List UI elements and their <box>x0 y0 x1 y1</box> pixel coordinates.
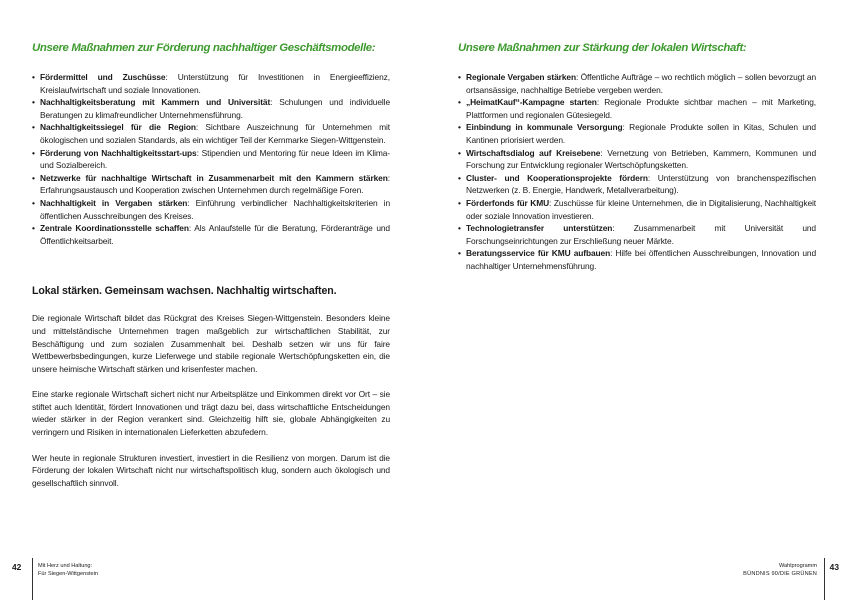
item-text: : Unterstützung von branchenspezifischen Netzwerken (z. B. Energie, Handwerk, Metallverarbeitung). <box>466 172 816 196</box>
item-label: Technologietransfer unterstützen <box>466 223 613 234</box>
list-item <box>458 172 816 197</box>
measures-list-local-economy <box>458 71 816 273</box>
list-item <box>458 247 816 272</box>
item-label: Förderfonds für KMU <box>466 197 550 208</box>
item-label: Wirtschaftsdialog auf Kreisebene <box>466 147 601 158</box>
item-text: : Sichtbare Auszeichnung für Unternehmen mit ökologischen und sozialen Standards, als ein wichtiger Teil der Kernmarke Siegen-Wittgenstein. <box>40 122 390 145</box>
list-item <box>458 121 816 146</box>
item-text: : Regionale Produkte sichtbar machen – mit Marketing, Plattformen und regionalen Gütesiegeld. <box>466 97 816 120</box>
item-text: : Hilfe bei öffentlichen Ausschreibungen, Innovation und nachhaltiger Unternehmensführung. <box>466 248 816 271</box>
footer-line: Wahlprogramm <box>778 563 817 569</box>
item-label: Regionale Vergaben stärken <box>466 72 576 82</box>
list-item <box>32 222 390 247</box>
list-item <box>458 96 816 121</box>
item-text: : Erfahrungsaustausch und Kooperation zwischen Unternehmen durch regelmäßige Foren. <box>40 172 390 196</box>
list-item <box>32 172 390 197</box>
list-item <box>458 197 816 222</box>
item-text: : Vernetzung von Betrieben, Kammern, Kommunen und Forschung zur Entwicklung regionaler Wertschöpfungsketten. <box>466 147 816 171</box>
item-text: : Unterstützung für Investitionen in Energieeffizienz, Kreislaufwirtschaft und soziale Innovationen. <box>40 72 390 95</box>
item-label: Nachhaltigkeitssiegel für die Region <box>40 122 196 133</box>
left-page <box>0 0 424 600</box>
paragraph: Wer heute in regionale Strukturen investiert, investiert in die Resilienz von morgen. Darum ist die Förderung der lokalen Wirtschaft nicht nur wirtschaftspolitisch klug, sondern auch ökologisch und gesellschaftlich sinnvoll. <box>32 452 390 488</box>
item-label: „HeimatKauf“-Kampagne starten <box>466 97 597 108</box>
page-number-right: 43 <box>829 562 839 572</box>
list-item <box>32 71 390 96</box>
item-label: Förderung von Nachhaltigkeitsstart-ups <box>40 147 197 158</box>
footer-divider-left <box>32 558 33 600</box>
list-item <box>458 147 816 172</box>
paragraph: Die regionale Wirtschaft bildet das Rückgrat des Kreises Siegen-Wittgenstein. Besonders kleine und mittelständische Unternehmen tragen maßgeblich zur wirtschaftlichen Stabilität, zur Beschäftigung und zum sozialen Zusammenhalt bei. Deshalb setzen wir uns für faire Wettbewerbsbedingungen, kurze Lieferwege und stabile regionale Wertschöpfungsketten ein, die unsere heimische Wirtschaft stärken und krisenfester machen. <box>32 313 390 374</box>
item-label: Cluster- und Kooperationsprojekte fördern <box>466 172 648 183</box>
left-column <box>32 42 390 502</box>
footer-left <box>38 563 98 578</box>
list-item <box>32 96 390 121</box>
measures-list-business-models <box>32 71 390 247</box>
section-title-local-economy: Unsere Maßnahmen zur Stärkung der lokalen Wirtschaft: <box>458 42 747 54</box>
footer-line: BÜNDNIS 90/DIE GRÜNEN <box>743 570 817 577</box>
item-text: : Zuschüsse für kleine Unternehmen, die in Digitalisierung, Nachhaltigkeit oder soziale Innovation investieren. <box>466 197 816 221</box>
item-label: Beratungsservice für KMU aufbauen <box>466 248 611 259</box>
footer-line: Mit Herz und Haltung: <box>38 563 93 569</box>
item-text: : Zusammenarbeit mit Universität und Forschungseinrichtungen zur Erschließung neuer Märkte. <box>466 223 816 246</box>
list-item <box>32 197 390 222</box>
item-label: Einbindung in kommunale Versorgung <box>466 122 623 133</box>
paragraph: Eine starke regionale Wirtschaft sichert nicht nur Arbeitsplätze und Einkommen direkt vor Ort – sie stiftet auch Identität, fördert Innovationen und trägt dazu bei, dass wirtschaftliche Entscheidungen wieder stärker in der Region verankert sind. Gleichzeitig hilft sie, globale Abhängigkeiten zu verringern und Risiken in internationalen Lieferketten abzufedern. <box>32 389 390 438</box>
item-label: Zentrale Koordinationsstelle schaffen <box>40 223 189 234</box>
list-item <box>32 147 390 172</box>
item-text: : Schulungen und individuelle Beratungen zu klimafreundlicher Unternehmensführung. <box>40 97 391 120</box>
footer-right <box>743 563 817 578</box>
section-title-business-models: Unsere Maßnahmen zur Förderung nachhaltiger Geschäftsmodelle: <box>32 42 376 54</box>
list-item <box>32 121 390 146</box>
item-label: Fördermittel und Zuschüsse <box>40 72 166 82</box>
item-text: : Regionale Produkte sollen in Kitas, Schulen und Kantinen priorisiert werden. <box>466 122 816 145</box>
footer-line: Für Siegen-Wittgenstein <box>38 570 99 577</box>
item-label: Nachhaltigkeitsberatung mit Kammern und Universität <box>40 97 271 108</box>
item-label: Netzwerke für nachhaltige Wirtschaft in Zusammenarbeit mit den Kammern stärken <box>40 172 388 183</box>
item-text: : Öffentliche Aufträge – wo rechtlich möglich – sollen bevorzugt an ortsansässige, nachhaltige Betriebe vergeben werden. <box>466 72 816 95</box>
item-text: : Stipendien und Mentoring für neue Ideen im Klima- und Sozialbereich. <box>40 147 390 171</box>
right-column <box>458 42 816 273</box>
item-label: Nachhaltigkeit in Vergaben stärken <box>40 197 188 208</box>
page-number-left: 42 <box>12 562 22 572</box>
list-item <box>458 222 816 247</box>
list-item <box>458 71 816 96</box>
item-text: : Einführung verbindlicher Nachhaltigkeitskriterien in öffentlichen Ausschreibungen des Kreises. <box>40 197 390 221</box>
sub-heading-local: Lokal stärken. Gemeinsam wachsen. Nachhaltig wirtschaften. <box>32 285 337 298</box>
footer-divider-right <box>824 558 825 600</box>
item-text: : Als Anlaufstelle für die Beratung, Förderanträge und Öffentlichkeitsarbeit. <box>40 223 390 246</box>
right-page <box>425 0 849 600</box>
